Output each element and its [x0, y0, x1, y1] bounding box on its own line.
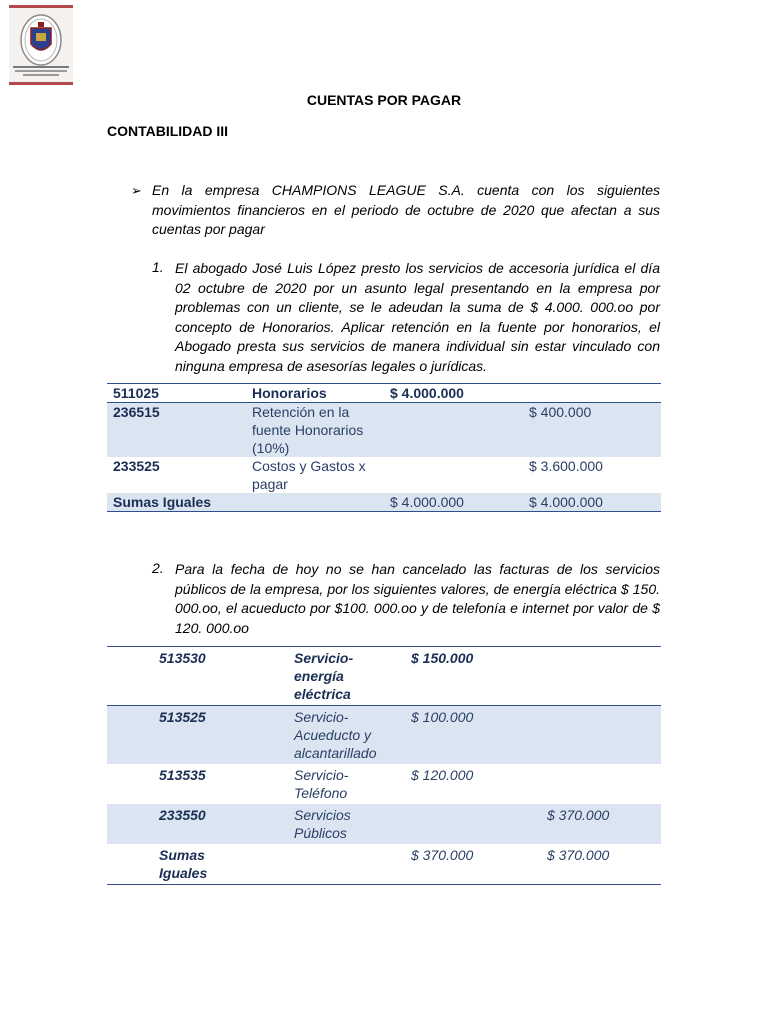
account-code: 511025 — [107, 384, 246, 403]
account-name — [246, 493, 384, 512]
item-number: 2. — [152, 560, 164, 576]
account-name: Servicios Públicos — [242, 804, 389, 844]
credit-value: $ 3.600.000 — [529, 458, 603, 474]
totals-label: Sumas Iguales — [107, 493, 246, 512]
debit-total: $ 4.000.000 — [384, 493, 523, 512]
account-code: 513530 — [107, 647, 242, 706]
account-name: Servicio-energía eléctrica — [242, 647, 389, 706]
credit-total: $ 4.000.000 — [523, 493, 661, 512]
credit-value — [525, 647, 661, 706]
debit-value: $ 150.000 — [389, 647, 525, 706]
institution-logo — [9, 5, 73, 85]
debit-total: $ 370.000 — [411, 847, 474, 863]
table-row — [107, 403, 661, 458]
journal-entry-table-1 — [107, 383, 661, 512]
debit-value: $ 120.000 — [411, 767, 474, 783]
credit-value — [525, 706, 661, 765]
journal-entry-table-2 — [107, 646, 661, 885]
credit-value — [525, 764, 661, 804]
table-row — [107, 384, 661, 403]
account-name: Retención en la fuente Honorarios (10%) — [246, 403, 384, 458]
account-name: Costos y Gastos x pagar — [252, 458, 366, 492]
arrow-bullet-icon: ➢ — [131, 183, 142, 198]
debit-value: $ 100.000 — [389, 706, 525, 765]
account-code: 233525 — [113, 458, 160, 474]
item-paragraph: El abogado José Luis López presto los servicios de accesoria jurídica el día 02 octubre de 2020 por un asunto legal presentando en la empresa por problemas con un cliente, se le adeudan la suma de $ 4.000. 000.oo por concepto de Honorarios. Aplicar retención en la fuente por honorarios, el Abogado presta sus servicios de manera individual sin estar vinculado con ninguna empresa de asesorías legales o jurídicas. — [175, 260, 660, 374]
totals-label: Sumas Iguales — [159, 847, 208, 881]
table-row — [107, 804, 661, 844]
document-title: CUENTAS POR PAGAR — [306, 92, 462, 108]
account-code: 513535 — [159, 767, 206, 783]
credit-total: $ 370.000 — [547, 847, 610, 863]
subject-heading: CONTABILIDAD III — [107, 123, 229, 139]
item-paragraph: Para la fecha de hoy no se han cancelado las facturas de los servicios públicos de la empresa, por los siguientes valores, de energía eléctrica $ 150. 000.oo, el acueducto por $100. 000.oo y de telefonía e internet por valor de $ 120. 000.oo — [175, 561, 660, 636]
account-code: 233550 — [107, 804, 242, 844]
account-name: Servicio-Teléfono — [294, 767, 349, 801]
debit-value — [389, 804, 525, 844]
debit-value — [384, 403, 523, 458]
intro-paragraph: En la empresa CHAMPIONS LEAGUE S.A. cuenta con los siguientes movimientos financieros en el periodo de octubre de 2020 que afectan a sus cuentas por pagar — [152, 182, 660, 237]
table-row — [107, 647, 661, 706]
table-row — [107, 844, 661, 885]
debit-value — [384, 457, 523, 493]
item-number: 1. — [152, 259, 164, 275]
account-name — [242, 844, 389, 885]
credit-value: $ 370.000 — [525, 804, 661, 844]
table-row — [107, 493, 661, 512]
debit-value: $ 4.000.000 — [384, 384, 523, 403]
table-row — [107, 764, 661, 804]
credit-value — [523, 384, 661, 403]
account-name: Servicio-Acueducto y alcantarillado — [242, 706, 389, 765]
table-row — [107, 706, 661, 765]
account-code: 236515 — [107, 403, 246, 458]
crest-icon — [9, 8, 73, 82]
account-code: 513525 — [107, 706, 242, 765]
table-row — [107, 457, 661, 493]
account-name: Honorarios — [246, 384, 384, 403]
credit-value: $ 400.000 — [523, 403, 661, 458]
